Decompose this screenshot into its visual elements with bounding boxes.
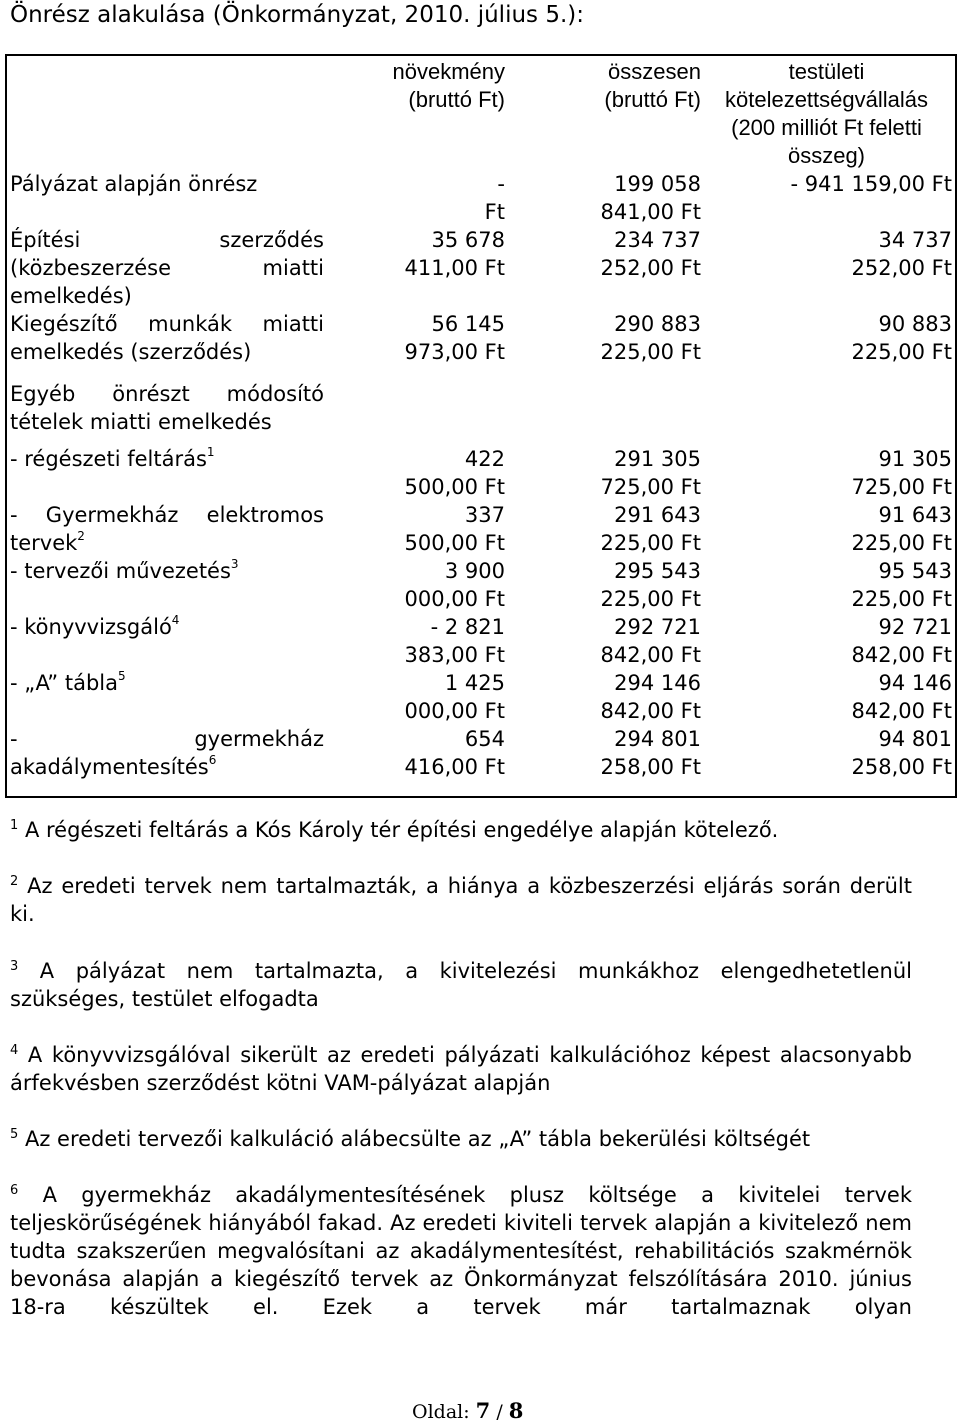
footer-label: Oldal: — [412, 1401, 470, 1423]
commitment-value: 91 643 225,00 Ft — [851, 503, 952, 555]
row-label — [10, 226, 328, 310]
table-row — [10, 445, 952, 501]
row-label-text: - könyvvizsgáló — [10, 615, 172, 639]
budget-table — [10, 58, 952, 781]
header-commitment: testületi kötelezettségvállalás (200 milliót Ft feletti összeg) — [724, 59, 928, 168]
growth-value: - Ft — [484, 172, 505, 224]
footnote-number: 6 — [10, 1183, 19, 1198]
row-label — [10, 725, 328, 781]
commitment-value: 92 721 842,00 Ft — [851, 615, 952, 667]
total-value: 199 058 841,00 Ft — [600, 172, 701, 224]
row-label-text: Kiegészítő munkák miatti emelkedés (szerződés) — [10, 312, 324, 364]
footnote — [10, 1181, 912, 1321]
row-label-text: Pályázat alapján önrész — [10, 172, 258, 196]
growth-value: - 2 821 383,00 Ft — [404, 615, 505, 667]
commitment-value: 90 883 225,00 Ft — [851, 312, 952, 364]
page-footer — [412, 1398, 523, 1423]
growth-value — [328, 380, 505, 445]
row-label — [10, 613, 328, 669]
table-row — [10, 170, 952, 226]
total-value: 291 305 725,00 Ft — [600, 447, 701, 499]
row-label — [10, 380, 328, 445]
total-value: 292 721 842,00 Ft — [600, 615, 701, 667]
growth-value: 56 145 973,00 Ft — [404, 312, 505, 364]
footnote-text: A pályázat nem tartalmazta, a kivitelezési munkákhoz elengedhetetlenül szükséges, testület elfogadta — [10, 959, 912, 1011]
commitment-value — [701, 380, 952, 445]
footnote-ref: 3 — [230, 557, 239, 571]
commitment-value: - 941 159,00 Ft — [790, 172, 952, 196]
row-label — [10, 170, 328, 226]
growth-value: 35 678 411,00 Ft — [404, 228, 505, 280]
row-label — [10, 669, 328, 725]
row-label-text: - Gyermekház elektromos tervek — [10, 503, 324, 555]
commitment-value: 95 543 225,00 Ft — [851, 559, 952, 611]
footer-separator: / — [496, 1401, 503, 1423]
footnote-text: A régészeti feltárás a Kós Károly tér építési engedélye alapján kötelező. — [18, 818, 779, 842]
total-value: 234 737 252,00 Ft — [600, 228, 701, 280]
growth-value: 1 425 000,00 Ft — [404, 671, 505, 723]
total-value: 295 543 225,00 Ft — [600, 559, 701, 611]
row-label-text: - régészeti feltárás — [10, 447, 207, 471]
total-value: 291 643 225,00 Ft — [600, 503, 701, 555]
footnote-text: Az eredeti tervezői kalkuláció alábecsülte az „A” tábla bekerülési költségét — [18, 1127, 811, 1151]
row-label — [10, 557, 328, 613]
table-row — [10, 557, 952, 613]
row-label-text: Egyéb önrészt módosító tételek miatti emelkedés — [10, 382, 324, 434]
footnote — [10, 1041, 912, 1097]
commitment-value: 91 305 725,00 Ft — [851, 447, 952, 499]
footnote-number: 3 — [10, 959, 19, 974]
footnote-ref: 6 — [208, 753, 217, 767]
growth-value: 422 500,00 Ft — [404, 447, 505, 499]
total-value: 294 146 842,00 Ft — [600, 671, 701, 723]
table-row — [10, 669, 952, 725]
footnote-text: A könyvvizsgálóval sikerült az eredeti pályázati kalkulációhoz képest alacsonyabb árfekvésben szerződést kötni VAM-pályázat alapján — [10, 1043, 912, 1095]
footnote — [10, 872, 912, 928]
footnote-ref: 1 — [206, 445, 215, 459]
total-value — [505, 380, 701, 445]
footnote-number: 5 — [10, 1127, 19, 1142]
table-row — [10, 380, 952, 445]
table-row — [10, 613, 952, 669]
commitment-value: 94 801 258,00 Ft — [851, 727, 952, 779]
footnote — [10, 816, 912, 844]
footnote-text: A gyermekház akadálymentesítésének plusz költsége a kivitelei tervek teljeskörűségének hiányából fakad. Az eredeti kiviteli tervek alapján a kivitelező nem tudta szakszerűen megvalósítani az akadálymentesítést, rehabilitációs szakmérnök bevonása alapján a kiegészítő tervek az Önkormányzat felszólítására 2010. június 18-ra készültek el. Ezek a tervek már tartalmaznak olyan — [10, 1183, 912, 1319]
header-growth: növekmény (bruttó Ft) — [392, 59, 505, 112]
footnote-ref: 2 — [77, 529, 85, 543]
footer-page: 7 — [475, 1398, 491, 1423]
growth-value: 654 416,00 Ft — [404, 727, 505, 779]
footnote-number: 1 — [10, 818, 19, 833]
footnote-number: 2 — [10, 874, 19, 889]
table-row — [10, 725, 952, 781]
table-row — [10, 310, 952, 380]
footer-total: 8 — [508, 1398, 524, 1423]
row-label — [10, 501, 328, 557]
footnote-number: 4 — [10, 1043, 19, 1058]
row-label — [10, 310, 328, 380]
table-row — [10, 226, 952, 310]
footnote-ref: 4 — [171, 613, 180, 627]
row-label-text: - tervezői művezetés — [10, 559, 231, 583]
row-label — [10, 445, 328, 501]
commitment-value: 34 737 252,00 Ft — [851, 228, 952, 280]
page-title: Önrész alakulása (Önkormányzat, 2010. július 5.): — [10, 2, 585, 28]
row-label-text: - gyermekház akadálymentesítés — [10, 727, 324, 779]
total-value: 294 801 258,00 Ft — [600, 727, 701, 779]
row-label-text: Építési szerződés (közbeszerzése miatti emelkedés) — [10, 228, 324, 308]
footnote-ref: 5 — [117, 669, 126, 683]
footnote — [10, 957, 912, 1013]
header-label — [10, 58, 328, 170]
footnote-text: Az eredeti tervek nem tartalmazták, a hiánya a közbeszerzési eljárás során derült ki. — [10, 874, 912, 926]
row-label-text: - „A” tábla — [10, 671, 118, 695]
header-total: összesen (bruttó Ft) — [604, 59, 701, 112]
table-row — [10, 501, 952, 557]
table-header-row — [10, 58, 952, 170]
footnote — [10, 1125, 912, 1153]
growth-value: 337 500,00 Ft — [404, 503, 505, 555]
commitment-value: 94 146 842,00 Ft — [851, 671, 952, 723]
total-value: 290 883 225,00 Ft — [600, 312, 701, 364]
growth-value: 3 900 000,00 Ft — [404, 559, 505, 611]
